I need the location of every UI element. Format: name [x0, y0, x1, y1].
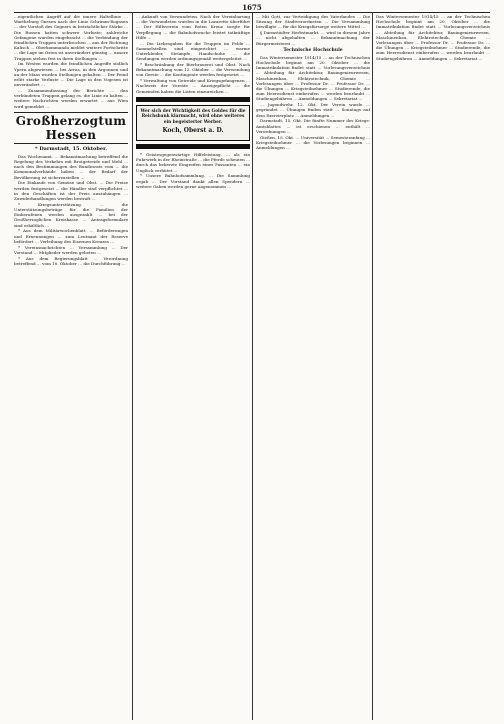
article-text: ...eigentlichen Angriff auf die innere Haltellinie ... Wartheburg Gnesen nach der Linie Schrimm-Rogasen ... der Vorstoß des Gegners in beträchtlicher Stärke ... Die Russen hatten schwere Verluste; zahlreiche Gefangene wurden eingebracht ... die Verbindung der feindlichen Truppen unterbrochen ... aus der Richtung Kalisch ... Oberkommando meldet weitere Fortschritte ... die Lage im Osten ist unverändert günstig ... unsere Truppen stehen fest in ihren Stellungen ... — [14, 14, 128, 61]
article-text: * Geistesgegenwärtige Hilfeleistung. ... als ein Fuhrwerk in der Rheinstraße ... die Pferde scheuten ... durch das beherzte Eingreifen eines Passanten ... ein Unglück verhütet ... — [136, 152, 250, 173]
column-3 — [256, 14, 370, 722]
dateline: * Darmstadt, 15. Oktober. — [34, 145, 107, 152]
column-divider — [252, 12, 253, 720]
article-text: * Verwaltung von Getreide und Kriegsgefangenen ... Nachweis der Vorräte ... Anzeigepflicht ... die Gemeinden haben die Listen einzureichen ... — [136, 78, 250, 94]
column-2 — [136, 14, 250, 722]
article-text: § Darmstädter Herbstmarkt. ... wird in diesem Jahre ... nicht abgehalten ... Bekanntmachung der Bürgermeisterei ... — [256, 30, 370, 46]
box-lead: Wer sich der Wichtigkeit des Goldes für die Reichsbank klarmacht, wird ohne weiteres ein begeisterter Werber. — [140, 108, 246, 125]
article-text: * Aus dem Militärwochenblatt. ... Beförderungen und Ernennungen ... zum Leutnant der Reserve befördert ... Verleihung des Eisernen Kreuzes ... — [14, 228, 128, 244]
article-text: Darmstadt, 15. Okt. Die fünfte Nummer des Kriegs-Amtsblattes ... ist erschienen ... enthält ... Verordnungen ... — [256, 118, 370, 134]
black-bar — [136, 97, 250, 102]
section-heading: Großherzogtum Hessen — [15, 113, 127, 142]
article-text: Gießen, 15. Okt. ... Universität ... Semesteranfang ... Kriegsteilnehmer ... die Vorlesungen beginnen ... Anmeldungen ... — [256, 134, 370, 151]
page-number: 1675 — [242, 3, 262, 12]
column-1 — [14, 14, 128, 722]
black-bar — [136, 144, 250, 149]
gold-appeal-box — [136, 105, 250, 141]
article-text: ... Zusammenfassung der Berichte ... den verbündeten Truppen gelang es, die Linie zu halten ... weitere Nachrichten werden erwartet ... aus Wien wird gemeldet ... — [14, 88, 128, 109]
article-text: Die Einkaufe von Gemüse und Obst. ... Die Preise werden festgesetzt ... die Händler sind verpflichtet ... in den Geschäften ist der Preis auszuhängen ... Zuwiderhandlungen werden bestraft ... — [14, 180, 128, 202]
column-4 — [376, 14, 490, 722]
box-signature: Koch, Oberst a. D. — [162, 127, 224, 135]
article-text: ... Jugendwehr. 12. Okt. Der Verein wurde ... gegründet ... Übungen finden statt ... Sonntags auf dem Exerzierplatz ... Anmeldungen ... — [256, 102, 370, 118]
column-divider — [132, 12, 133, 720]
article-text: Das Wintersemester 1914/15 ... an der Technischen Hochschule beginnt am 20. Oktober ... die Immatrikulation findet statt ... Vorlesungsverzeichnis ... Abteilung für Architektur, Bauingenieurwesen, Maschinenbau, Elektrotechnik, Chemie ... Vorlesungen über ... Professor Dr. ... Professor Dr. ... die Übungen ... Kriegsteilnehmer ... Studierende, die zum Heeresdienst einberufen ... werden beurlaubt ... Studiengebühren ... Anmeldungen ... Sekretariat ... — [376, 14, 490, 61]
article-text: ... Die Liebesgaben für die Truppen im Felde ... Sammelstellen sind eingerichtet ... warme Unterkleider, Strümpfe, Handschuhe ... die Sendungen werden ordnungsgemäß weitergeleitet ... — [136, 40, 250, 62]
section-heading: Technische Hochschule — [283, 47, 343, 53]
article-text: ... Mit Gott, zur Verteidigung des Vaterlandes ... Die Sitzung der Stadtverordneten ... Die Versammlung bewilligte ... für die Kriegsfürsorge weitere Mittel ... — [256, 14, 370, 30]
article-text: Das Wochenamt. ... Bekanntmachung betreffend die Regelung des Verkehrs mit Brotgetreide und Mehl ... nach den Bestimmungen des Bundesrats vom ... die Kommunalverbände haben ... der Bedarf der Bevölkerung ist sicherzustellen ... — [14, 153, 128, 180]
article-text: ... Ankunft von Verwundeten. Nach der Vereinbarung ... die Verwundeten wurden in die Lazarette überführt ... Der Hilfsverein vom Roten Kreuz sorgte für Verpflegung ... die Bahnhofswache leistet tatkräftige Hilfe ... — [136, 14, 250, 40]
article-text: * Aus dem Regierungsblatt ... Verordnung betreffend ... vom 10. Oktober ... die Durchführung ... — [14, 255, 128, 266]
article-text: * Kriegsunterstützung. ... die Unterstützungsbeträge für die Familien der Einberufenen werden ausgezahlt ... bei der Großherzoglichen Kreiskasse ... Antragsformulare sind erhältlich ... — [14, 201, 128, 228]
column-divider — [372, 12, 373, 720]
article-text: Das Wintersemester 1914/15 ... an der Technischen Hochschule beginnt am 20. Oktober ... die Immatrikulation findet statt ... Vorlesungsverzeichnis ... Abteilung für Architektur, Bauingenieurwesen, Maschinenbau, Elektrotechnik, Chemie ... Vorlesungen über ... Professor Dr. ... Professor Dr. ... die Übungen ... Kriegsteilnehmer ... Studierende, die zum Heeresdienst einberufen ... werden beurlaubt ... Studiengebühren ... Anmeldungen ... Sekretariat ... — [256, 54, 370, 102]
article-text: * Unsere Bahnhofsammlung. ... Die Sammlung ergab ... Der Vorstand dankt allen Spendern ... weitere Gaben werden gerne angenommen ... — [136, 173, 250, 189]
article-text: * Beschränkung der Bierbrauerei und Obst. Nach Bekanntmachung vom 12. Oktober ... die Verwendung von Gerste ... die Kontingente werden festgesetzt ... — [136, 62, 250, 78]
article-text: Im Westen wurden die feindlichen Angriffe südlich Ypern abgewiesen ... bei Arras, in den Argonnen und an der Maas wurden Stellungen gehalten ... Der Feind erlitt starke Verluste ... Die Lage in den Vogesen ist unverändert ... — [14, 61, 128, 88]
article-text: * Vereinsnachrichten ... Versammlung ... Der Vorstand ... Mitglieder werden gebeten ... — [14, 244, 128, 255]
